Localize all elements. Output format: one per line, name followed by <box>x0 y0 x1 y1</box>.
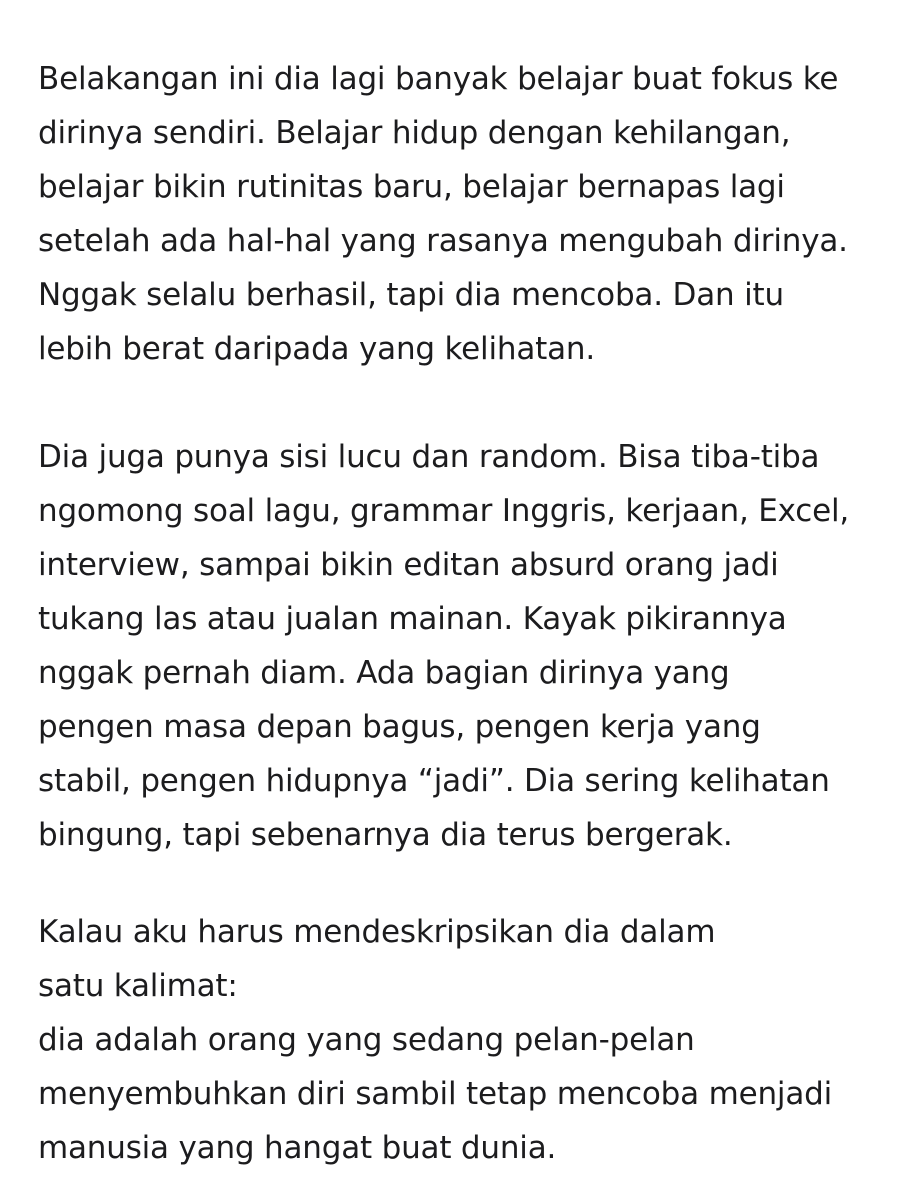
paragraph-3 <box>38 905 888 1175</box>
text-line: Kalau aku harus mendeskripsikan dia dalam <box>38 914 716 950</box>
text-line: Dia juga punya sisi lucu dan random. Bisa tiba-tiba <box>38 439 820 475</box>
text-line: nggak pernah diam. Ada bagian dirinya yang <box>38 655 730 691</box>
text-line: satu kalimat: <box>38 968 238 1004</box>
text-line: tukang las atau jualan mainan. Kayak pikirannya <box>38 601 787 637</box>
paragraph-2 <box>38 430 888 862</box>
text-line: belajar bikin rutinitas baru, belajar bernapas lagi <box>38 169 785 205</box>
paragraph-1 <box>38 52 888 376</box>
text-line: interview, sampai bikin editan absurd orang jadi <box>38 547 779 583</box>
text-line: pengen masa depan bagus, pengen kerja yang <box>38 709 761 745</box>
text-line: menyembuhkan diri sambil tetap mencoba menjadi <box>38 1076 832 1112</box>
text-line: ngomong soal lagu, grammar Inggris, kerjaan, Excel, <box>38 493 850 529</box>
text-line: manusia yang hangat buat dunia. <box>38 1130 557 1166</box>
text-line: dirinya sendiri. Belajar hidup dengan kehilangan, <box>38 115 791 151</box>
text-line: stabil, pengen hidupnya “jadi”. Dia sering kelihatan <box>38 763 830 799</box>
text-line: dia adalah orang yang sedang pelan-pelan <box>38 1022 695 1058</box>
text-line: setelah ada hal-hal yang rasanya mengubah dirinya. <box>38 223 848 259</box>
text-line: bingung, tapi sebenarnya dia terus bergerak. <box>38 817 733 853</box>
text-line: lebih berat daripada yang kelihatan. <box>38 331 595 367</box>
text-line: Nggak selalu berhasil, tapi dia mencoba. Dan itu <box>38 277 784 313</box>
text-line: Belakangan ini dia lagi banyak belajar buat fokus ke <box>38 61 839 97</box>
